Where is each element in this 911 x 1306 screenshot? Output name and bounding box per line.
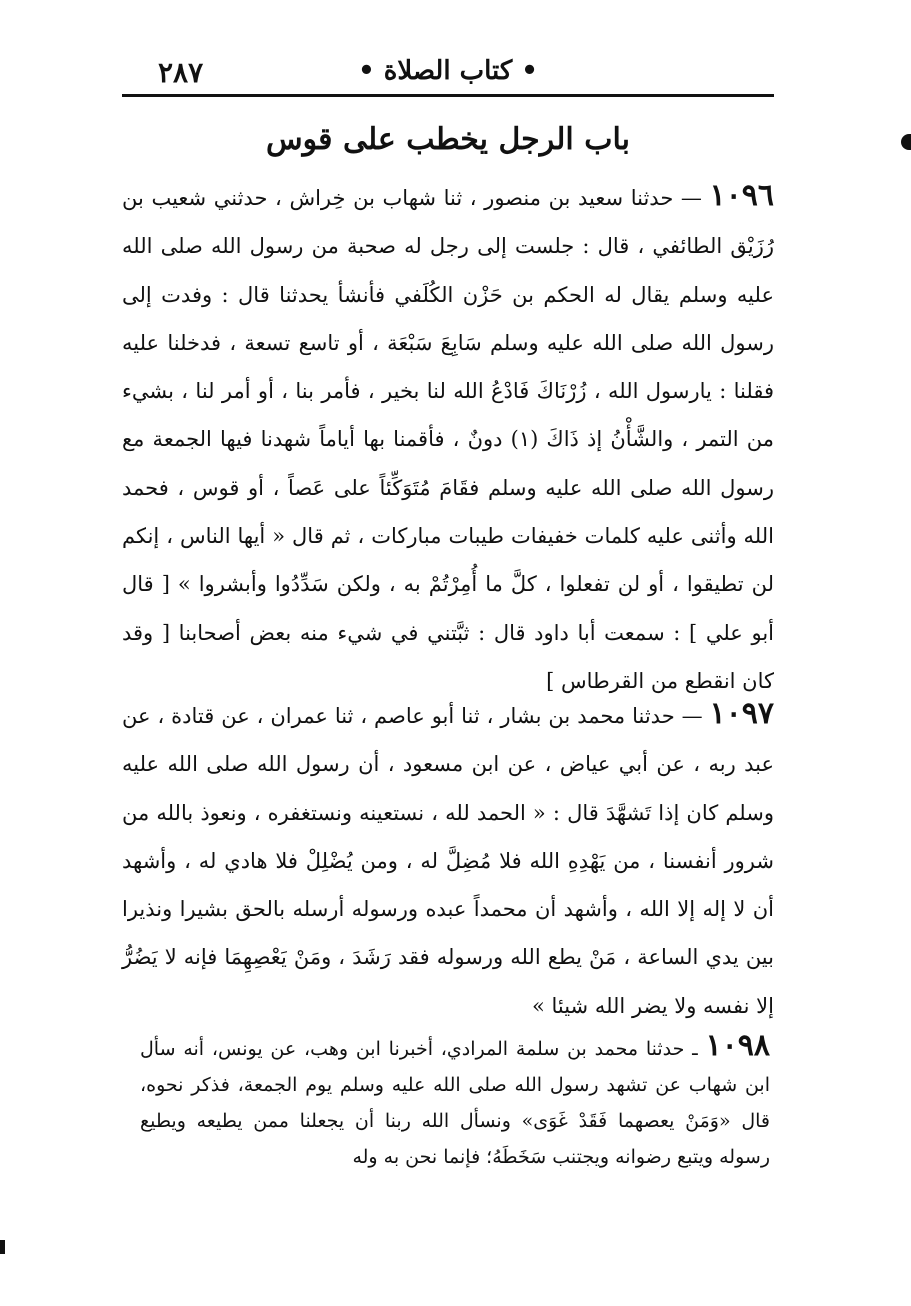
page-header <box>122 50 774 97</box>
hadith-1098 <box>140 1028 770 1175</box>
hadith-number: ١٠٩٧ <box>709 696 774 731</box>
chapter-title: باب الرجل يخطب على قوس <box>266 122 630 157</box>
hadith-text: — حدثنا محمد بن بشار ، ثنا أبو عاصم ، ثنا عمران ، عن قتادة ، عن عبد ربه ، عن أبي عياض ، عن ابن مسعود ، أن رسول الله صلى الله عليه وسلم كان إذا تَشهَّدَ قال : « الحمد لله ، نستعينه ونستغفره ، ونعوذ بالله من شرور أنفسنا ، من يَهْدِهِ الله فلا مُضِلَّ له ، ومن يُضْلِلْ فلا هادي له ، وأشهد أن لا إله إلا الله ، وأشهد أن محمداً عبده ورسوله أرسله بالحق بشيرا ونذيرا بين يدي الساعة ، مَنْ يطع الله ورسوله فقد رَشَدَ ، ومَنْ يَعْصِهِمَا فإنه لا يَضُرُّ إلا نفسه ولا يضر الله شيئا » <box>122 704 774 1018</box>
running-title: • كتاب الصلاة • <box>358 56 538 86</box>
hadith-text: ـ حدثنا محمد بن سلمة المرادي، أخبرنا ابن وهب، عن يونس، أنه سأل ابن شهاب عن تشهد رسول الله صلى الله عليه وسلم يوم الجمعة، فذكر نحوه، قال «وَمَنْ يعصهما فَقَدْ غَوَى» ونسأل الله ربنا أن يجعلنا ممن يطيعه ويطيع رسوله ويتبع رضوانه ويجتنب سَخَطَهُ؛ فإنما نحن به وله <box>140 1038 770 1168</box>
hadith-number: ١٠٩٨ <box>705 1028 770 1063</box>
hadith-text: — حدثنا سعيد بن منصور ، ثنا شهاب بن خِراش ، حدثني شعيب بن رُزَيْق الطائفي ، قال : جلست إلى رجل له صحبة من رسول الله صلى الله عليه وسلم يقال له الحكم بن حَزْن الكُلَفي فأنشأ يحدثنا قال : وفدت إلى رسول الله صلى الله عليه وسلم سَابِعَ سَبْعَة ، أو تاسع تسعة ، فدخلنا عليه فقلنا : يارسول الله ، زُرْنَاكَ فَادْعُ الله لنا بخير ، فأمر بنا ، أو أمر لنا ، بشيء من التمر ، والشَّأْنُ إذ ذَاكَ (١) دونٌ ، فأقمنا بها أياماً شهدنا فيها الجمعة مع رسول الله صلى الله عليه وسلم فقَامَ مُتَوَكِّئاً على عَصاً ، أو قوس ، فحمد الله وأثنى عليه كلمات خفيفات طيبات مباركات ، ثم قال « أيها الناس ، إنكم لن تطيقوا ، أو لن تفعلوا ، كلَّ ما أُمِرْتُمْ به ، ولكن سَدِّدُوا وأبشروا » [ قال أبو علي ] : سمعت أبا داود قال : ثبَّتني في شيء منه بعض أصحابنا [ وقد كان انقطع من القرطاس ] <box>122 186 774 693</box>
page-number: ٢٨٧ <box>158 56 204 89</box>
hadith-1097 <box>122 690 774 1030</box>
scan-edge-mark <box>901 134 911 150</box>
hadith-number: ١٠٩٦ <box>709 178 774 213</box>
scan-edge-mark <box>0 1240 5 1254</box>
hadith-1096 <box>122 172 774 705</box>
